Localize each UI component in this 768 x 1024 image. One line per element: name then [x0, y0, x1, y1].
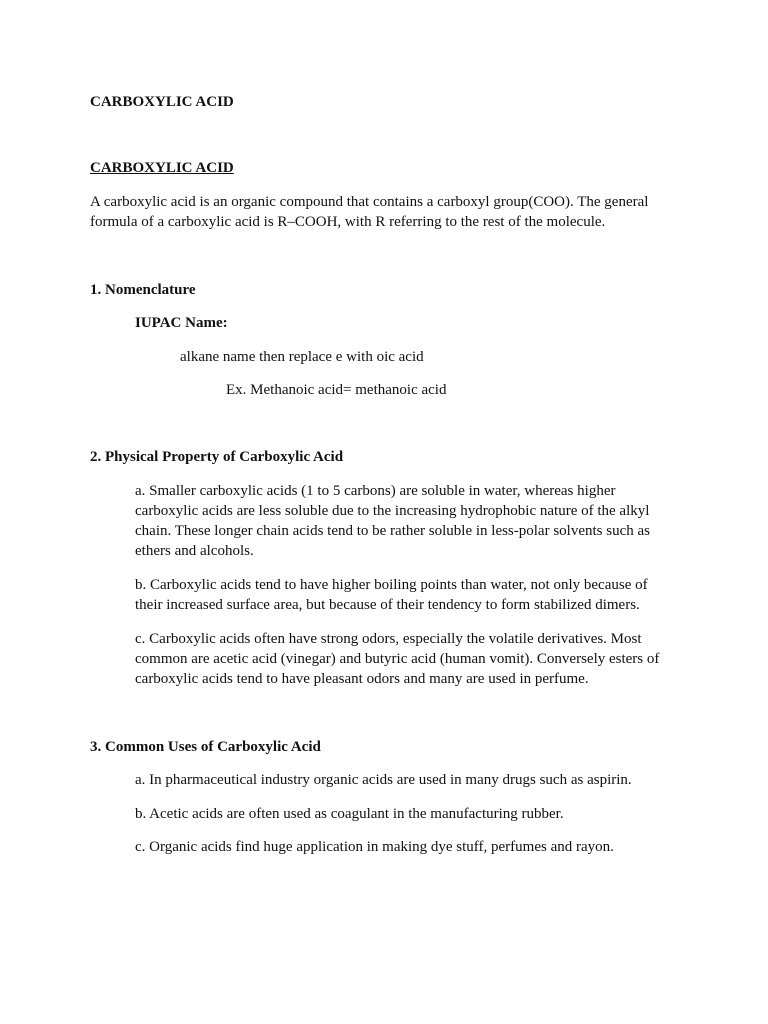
- physical-item-b: b. Carboxylic acids tend to have higher boiling points than water, not only because of their increased surface area, but because of their tendency to form stabilized dimers.: [135, 577, 648, 613]
- uses-item-b: b. Acetic acids are often used as coagulant in the manufacturing rubber.: [135, 806, 564, 822]
- nomenclature-example: Ex. Methanoic acid= methanoic acid: [226, 382, 447, 398]
- intro-paragraph: A carboxylic acid is an organic compound that contains a carboxyl group(COO). The general formula of a carboxylic acid is R–COOH, with R referring to the rest of the molecule.: [90, 194, 649, 230]
- uses-heading: 3. Common Uses of Carboxylic Acid: [90, 739, 321, 755]
- uses-item-a: a. In pharmaceutical industry organic acids are used in many drugs such as aspirin.: [135, 772, 632, 788]
- nomenclature-heading: 1. Nomenclature: [90, 282, 196, 298]
- physical-item-c: c. Carboxylic acids often have strong odors, especially the volatile derivatives. Most common are acetic acid (vinegar) and butyric acid (human vomit). Conversely esters of carboxylic acids tend to have pleasant odors and many are used in perfume.: [135, 631, 660, 687]
- section-title: CARBOXYLIC ACID: [90, 160, 234, 176]
- document-header-title: CARBOXYLIC ACID: [90, 94, 234, 110]
- uses-item-c: c. Organic acids find huge application in making dye stuff, perfumes and rayon.: [135, 839, 614, 855]
- physical-heading: 2. Physical Property of Carboxylic Acid: [90, 449, 344, 465]
- physical-item-a: a. Smaller carboxylic acids (1 to 5 carbons) are soluble in water, whereas higher carboxylic acids are less soluble due to the increasing hydrophobic nature of the alkyl chain. These longer chain acids tend to be rather soluble in less-polar solvents such as ethers and alcohols.: [135, 483, 650, 559]
- iupac-label: IUPAC Name:: [135, 315, 228, 331]
- nomenclature-rule: alkane name then replace e with oic acid: [180, 349, 424, 365]
